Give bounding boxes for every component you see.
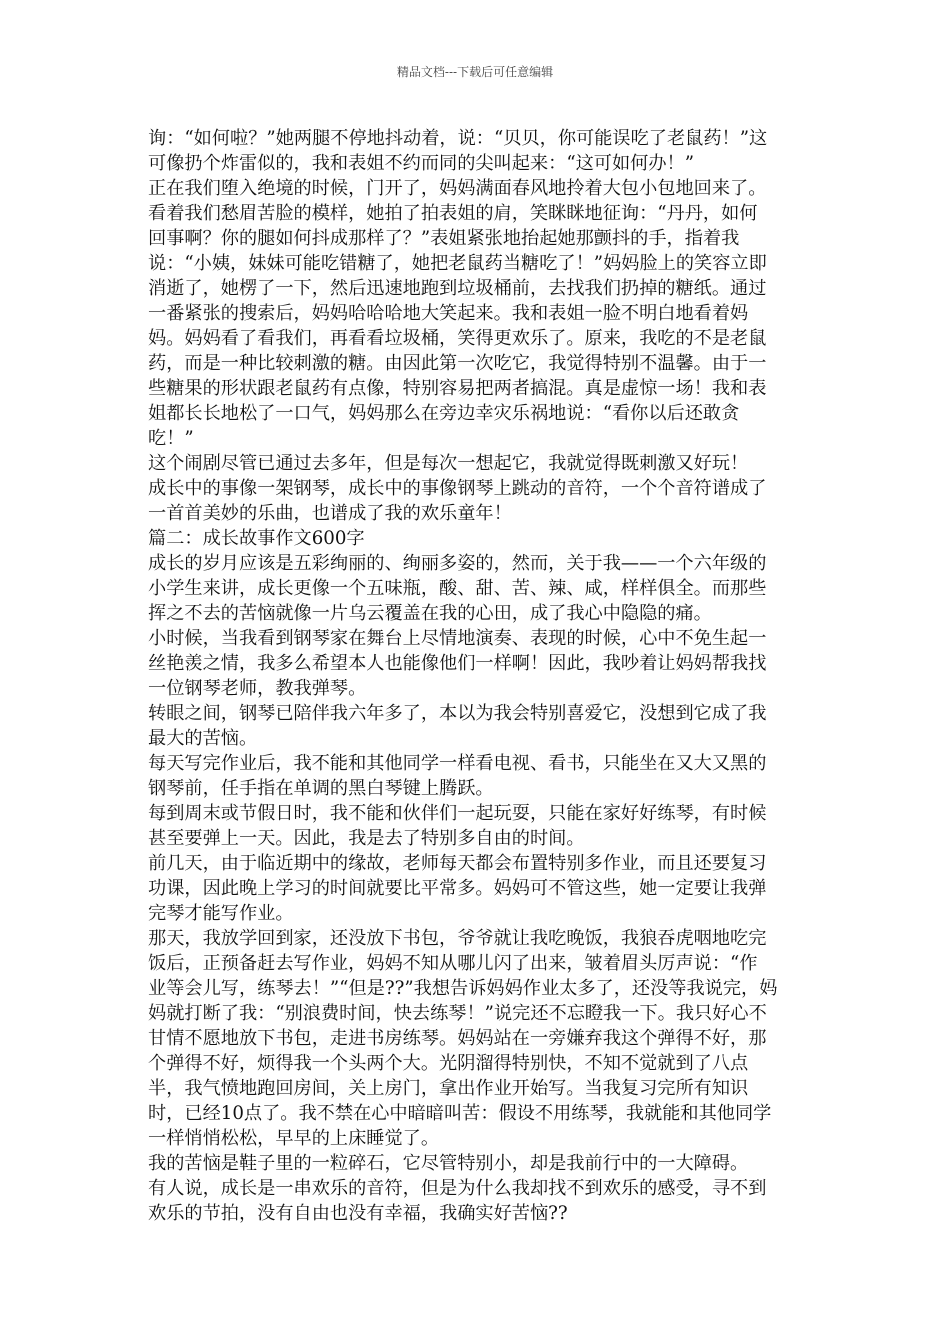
text-line: 吃！” bbox=[148, 428, 194, 449]
paragraph bbox=[148, 801, 810, 851]
text-line: 些糖果的形状跟老鼠药有点像，特别容易把两者搞混。真是虚惊一场！我和表 bbox=[148, 378, 767, 399]
text-line: 成长的岁月应该是五彩绚丽的、绚丽多姿的，然而，关于我——一个六年级的 bbox=[148, 553, 767, 574]
document-body bbox=[148, 126, 810, 1226]
text-line: 回事啊？你的腿如何抖成那样了？”表姐紧张地抬起她那颤抖的手，指着我 bbox=[148, 228, 740, 249]
paragraph bbox=[148, 926, 810, 1151]
text-line: 一首首美妙的乐曲，也谱成了我的欢乐童年！ bbox=[148, 503, 512, 524]
paragraph bbox=[148, 1176, 810, 1226]
text-line: 甚至要弹上一天。因此，我是去了特别多自由的时间。 bbox=[148, 828, 585, 849]
paragraph bbox=[148, 1151, 810, 1176]
text-line: 成长中的事像一架钢琴，成长中的事像钢琴上跳动的音符，一个个音符谱成了 bbox=[148, 478, 767, 499]
text-line: 篇二：成长故事作文600字 bbox=[148, 528, 365, 549]
text-line: 每天写完作业后，我不能和其他同学一样看电视、看书，只能坐在又大又黑的 bbox=[148, 753, 767, 774]
text-line: 一样悄悄松松，早早的上床睡觉了。 bbox=[148, 1128, 440, 1149]
text-line: 每到周末或节假日时，我不能和伙伴们一起玩耍，只能在家好好练琴，有时候 bbox=[148, 803, 767, 824]
text-line: 饭后，正预备赶去写作业，妈妈不知从哪儿闪了出来，皱着眉头厉声说：“作 bbox=[148, 953, 758, 974]
text-line: 小时候，当我看到钢琴家在舞台上尽情地演奏、表现的时候，心中不免生起一 bbox=[148, 628, 767, 649]
text-line: 时，已经10点了。我不禁在心中暗暗叫苦：假设不用练琴，我就能和其他同学 bbox=[148, 1103, 772, 1124]
text-line: 那天，我放学回到家，还没放下书包，爷爷就让我吃晚饭，我狼吞虎咽地吃完 bbox=[148, 928, 767, 949]
paragraph bbox=[148, 851, 810, 926]
text-line: 药，而是一种比较刺激的糖。由因此第一次吃它，我觉得特别不温馨。由于一 bbox=[148, 353, 767, 374]
text-line: 转眼之间，钢琴已陪伴我六年多了，本以为我会特别喜爱它，没想到它成了我 bbox=[148, 703, 767, 724]
paragraph bbox=[148, 126, 810, 176]
text-line: 姐都长长地松了一口气，妈妈那么在旁边幸灾乐祸地说：“看你以后还敢贪 bbox=[148, 403, 740, 424]
text-line: 最大的苦恼。 bbox=[148, 728, 258, 749]
paragraph bbox=[148, 526, 810, 551]
text-line: 完琴才能写作业。 bbox=[148, 903, 294, 924]
text-line: 正在我们堕入绝境的时候，门开了，妈妈满面春风地拎着大包小包地回来了。 bbox=[148, 178, 767, 199]
text-line: 半，我气愤地跑回房间，关上房门，拿出作业开始写。当我复习完所有知识 bbox=[148, 1078, 749, 1099]
text-line: 功课，因此晚上学习的时间就要比平常多。妈妈可不管这些，她一定要让我弹 bbox=[148, 878, 767, 899]
paragraph bbox=[148, 701, 810, 751]
text-line: 有人说，成长是一串欢乐的音符，但是为什么我却找不到欢乐的感受，寻不到 bbox=[148, 1178, 767, 1199]
text-line: 业等会儿写，练琴去！”“但是??”我想告诉妈妈作业太多了，还没等我说完，妈 bbox=[148, 978, 778, 999]
text-line: 可像扔个炸雷似的，我和表姐不约而同的尖叫起来：“这可如何办！” bbox=[148, 153, 695, 174]
page-header: 精品文档---下载后可任意编辑 bbox=[396, 65, 554, 79]
text-line: 这个闹剧尽管已通过去多年，但是每次一想起它，我就觉得既刺激又好玩！ bbox=[148, 453, 749, 474]
text-line: 询：“如何啦？”她两腿不停地抖动着，说：“贝贝，你可能误吃了老鼠药！”这 bbox=[148, 128, 768, 149]
text-line: 我的苦恼是鞋子里的一粒碎石，它尽管特别小，却是我前行中的一大障碍。 bbox=[148, 1153, 749, 1174]
paragraph bbox=[148, 626, 810, 701]
text-line: 说：“小姨，妹妹可能吃错糖了，她把老鼠药当糖吃了！”妈妈脸上的笑容立即 bbox=[148, 253, 767, 274]
text-line: 欢乐的节拍，没有自由也没有幸福，我确实好苦恼?? bbox=[148, 1203, 568, 1224]
text-line: 前几天，由于临近期中的缘故，老师每天都会布置特别多作业，而且还要复习 bbox=[148, 853, 767, 874]
paragraph bbox=[148, 451, 810, 476]
text-line: 妈就打断了我：“别浪费时间，快去练琴！”说完还不忘瞪我一下。我只好心不 bbox=[148, 1003, 767, 1024]
paragraph bbox=[148, 476, 810, 526]
text-line: 个弹得不好，烦得我一个头两个大。光阴溜得特别快，不知不觉就到了八点 bbox=[148, 1053, 749, 1074]
text-line: 消逝了，她楞了一下，然后迅速地跑到垃圾桶前，去找我们扔掉的糖纸。通过 bbox=[148, 278, 767, 299]
paragraph bbox=[148, 551, 810, 626]
text-line: 一番紧张的搜索后，妈妈哈哈哈地大笑起来。我和表姐一脸不明白地看着妈 bbox=[148, 303, 749, 324]
text-line: 妈。妈妈看了看我们，再看看垃圾桶，笑得更欢乐了。原来，我吃的不是老鼠 bbox=[148, 328, 767, 349]
text-line: 挥之不去的苦恼就像一片乌云覆盖在我的心田，成了我心中隐隐的痛。 bbox=[148, 603, 712, 624]
text-line: 看着我们愁眉苦脸的模样，她拍了拍表姐的肩，笑眯眯地征询：“丹丹，如何 bbox=[148, 203, 758, 224]
text-line: 甘情不愿地放下书包，走进书房练琴。妈妈站在一旁嫌弃我这个弹得不好，那 bbox=[148, 1028, 767, 1049]
text-line: 一位钢琴老师，教我弹琴。 bbox=[148, 678, 367, 699]
text-line: 小学生来讲，成长更像一个五味瓶，酸、甜、苦、辣、咸，样样俱全。而那些 bbox=[148, 578, 767, 599]
text-line: 钢琴前，任手指在单调的黑白琴键上腾跃。 bbox=[148, 778, 494, 799]
text-line: 丝艳羡之情，我多么希望本人也能像他们一样啊！因此，我吵着让妈妈帮我找 bbox=[148, 653, 767, 674]
paragraph bbox=[148, 751, 810, 801]
paragraph bbox=[148, 176, 810, 451]
